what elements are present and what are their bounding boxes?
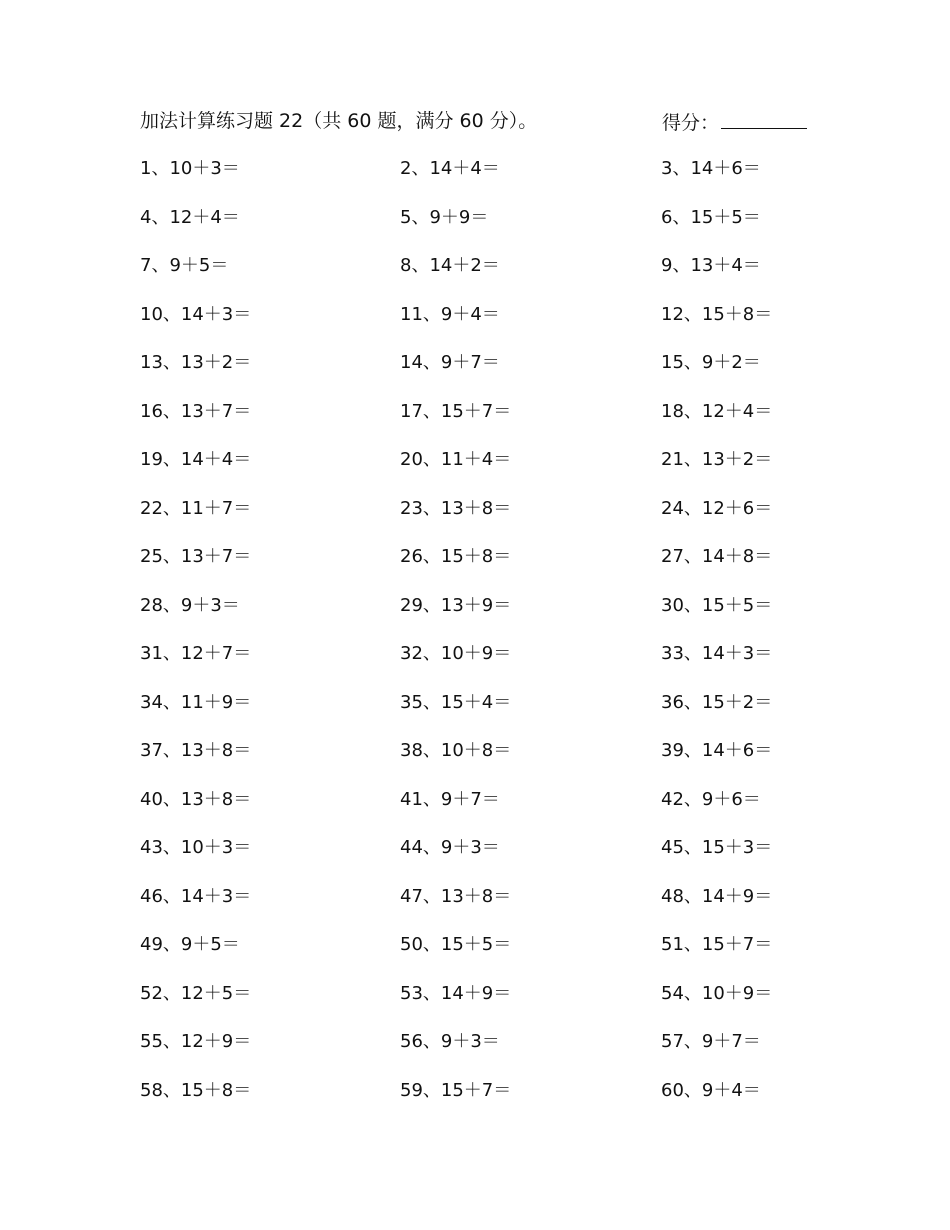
problem-item: 38、10＋8＝	[400, 740, 512, 761]
problem-item: 54、10＋9＝	[661, 982, 773, 1004]
problem-item: 13、13＋2＝	[140, 352, 252, 373]
problem-row	[140, 156, 920, 205]
problem-item: 20、11＋4＝	[400, 449, 512, 470]
problem-item: 12、15＋8＝	[661, 303, 773, 325]
problem-grid	[140, 156, 920, 1126]
problem-item: 1、10＋3＝	[140, 158, 240, 179]
problem-row	[140, 981, 920, 1030]
problem-row	[140, 884, 920, 933]
problem-row	[140, 544, 920, 593]
problem-row	[140, 399, 920, 448]
problem-row	[140, 253, 920, 302]
problem-row	[140, 738, 920, 787]
problem-item: 25、13＋7＝	[140, 546, 252, 567]
problem-row	[140, 1029, 920, 1078]
problem-item: 51、15＋7＝	[661, 934, 773, 955]
problem-item: 58、15＋8＝	[140, 1079, 252, 1101]
problem-item: 59、15＋7＝	[400, 1079, 512, 1101]
problem-item: 42、9＋6＝	[661, 788, 761, 810]
problem-row	[140, 787, 920, 836]
problem-item: 35、15＋4＝	[400, 691, 512, 713]
problem-item: 50、15＋5＝	[400, 934, 512, 955]
problem-item: 53、14＋9＝	[400, 982, 512, 1004]
problem-item: 36、15＋2＝	[661, 691, 773, 713]
problem-item: 11、9＋4＝	[400, 303, 500, 325]
problem-row	[140, 641, 920, 690]
problem-item: 60、9＋4＝	[661, 1079, 761, 1101]
problem-item: 22、11＋7＝	[140, 497, 252, 519]
problem-row	[140, 302, 920, 351]
problem-item: 44、9＋3＝	[400, 837, 500, 858]
problem-item: 39、14＋6＝	[661, 740, 773, 761]
score-blank-line[interactable]	[721, 108, 807, 129]
problem-row	[140, 1078, 920, 1127]
problem-item: 46、14＋3＝	[140, 885, 252, 907]
problem-item: 40、13＋8＝	[140, 788, 252, 810]
problem-row	[140, 835, 920, 884]
problem-item: 5、9＋9＝	[400, 206, 489, 228]
problem-row	[140, 496, 920, 545]
problem-item: 16、13＋7＝	[140, 400, 252, 422]
problem-item: 33、14＋3＝	[661, 643, 773, 664]
problem-item: 30、15＋5＝	[661, 594, 773, 616]
problem-item: 18、12＋4＝	[661, 400, 773, 422]
problem-item: 7、9＋5＝	[140, 255, 229, 276]
problem-item: 2、14＋4＝	[400, 158, 500, 179]
problem-row	[140, 690, 920, 739]
problem-item: 45、15＋3＝	[661, 837, 773, 858]
problem-item: 19、14＋4＝	[140, 449, 252, 470]
problem-item: 8、14＋2＝	[400, 255, 500, 276]
problem-item: 31、12＋7＝	[140, 643, 252, 664]
problem-row	[140, 205, 920, 254]
problem-item: 29、13＋9＝	[400, 594, 512, 616]
problem-item: 28、9＋3＝	[140, 594, 240, 616]
problem-item: 32、10＋9＝	[400, 643, 512, 664]
problem-item: 56、9＋3＝	[400, 1031, 500, 1052]
problem-item: 49、9＋5＝	[140, 934, 240, 955]
problem-row	[140, 932, 920, 981]
problem-item: 10、14＋3＝	[140, 303, 252, 325]
problem-item: 24、12＋6＝	[661, 497, 773, 519]
problem-item: 4、12＋4＝	[140, 206, 240, 228]
problem-item: 41、9＋7＝	[400, 788, 500, 810]
problem-item: 55、12＋9＝	[140, 1031, 252, 1052]
problem-item: 23、13＋8＝	[400, 497, 512, 519]
problem-item: 48、14＋9＝	[661, 885, 773, 907]
score-field	[662, 108, 807, 136]
problem-item: 15、9＋2＝	[661, 352, 761, 373]
score-label: 得分：	[662, 112, 720, 134]
problem-item: 57、9＋7＝	[661, 1031, 761, 1052]
problem-item: 14、9＋7＝	[400, 352, 500, 373]
problem-item: 47、13＋8＝	[400, 885, 512, 907]
problem-item: 3、14＋6＝	[661, 158, 761, 179]
problem-item: 26、15＋8＝	[400, 546, 512, 567]
problem-item: 17、15＋7＝	[400, 400, 512, 422]
worksheet-title: 加法计算练习题 22（共 60 题，满分 60 分）。	[140, 110, 538, 132]
problem-row	[140, 447, 920, 496]
problem-row	[140, 350, 920, 399]
problem-item: 9、13＋4＝	[661, 255, 761, 276]
problem-item: 52、12＋5＝	[140, 982, 252, 1004]
problem-item: 43、10＋3＝	[140, 837, 252, 858]
problem-item: 6、15＋5＝	[661, 206, 761, 228]
problem-item: 37、13＋8＝	[140, 740, 252, 761]
problem-item: 34、11＋9＝	[140, 691, 252, 713]
problem-row	[140, 593, 920, 642]
problem-item: 27、14＋8＝	[661, 546, 773, 567]
problem-item: 21、13＋2＝	[661, 449, 773, 470]
